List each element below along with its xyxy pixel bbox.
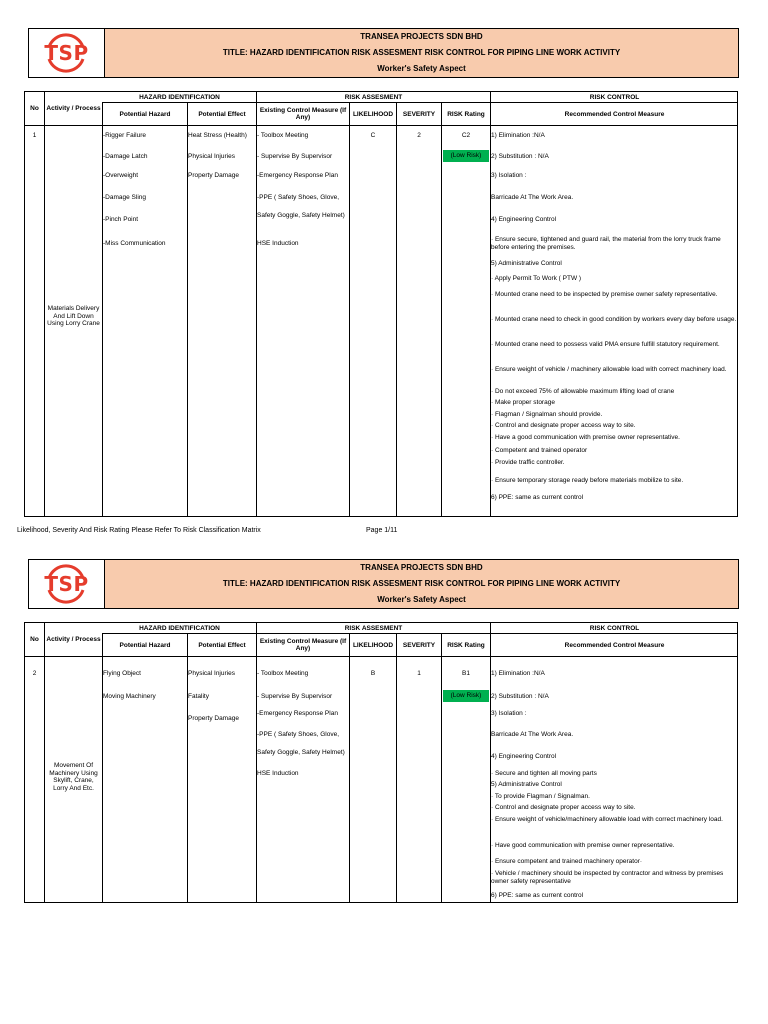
recommended-item: · Mounted crane need to possess valid PMA ensure fulfill statutory requirement. bbox=[491, 341, 720, 348]
col-activity: Activity / Process bbox=[46, 105, 101, 112]
control-item: - Toolbox Meeting bbox=[257, 132, 309, 139]
recommended-item: Barricade At The Work Area. bbox=[491, 194, 574, 201]
recommended-item: · Ensure competent and trained machinery operator· bbox=[491, 858, 643, 865]
document-title: TITLE: HAZARD IDENTIFICATION RISK ASSESMENT RISK CONTROL FOR PIPING LINE WORK ACTIVITY bbox=[105, 576, 738, 593]
recommended-item: · Ensure weight of vehicle/machinery allowable load with correct machinery load. bbox=[491, 816, 723, 823]
col-likelihood: LIKELIHOOD bbox=[352, 110, 394, 118]
hazard-item: Flying Object bbox=[103, 670, 141, 677]
row-no: 1 bbox=[32, 132, 37, 139]
recommended-item: · Competent and trained operator bbox=[491, 447, 588, 454]
recommended-item: · Flagman / Signalman should provide. bbox=[491, 411, 603, 418]
col-hazard-identification: HAZARD IDENTIFICATION bbox=[139, 93, 220, 101]
col-potential-hazard: Potential Hazard bbox=[119, 110, 171, 118]
recommended-item: · Provide traffic controller. bbox=[491, 459, 565, 466]
recommended-item: 2) Substitution : N/A bbox=[491, 693, 549, 700]
recommended-item: 3) Isolation : bbox=[491, 172, 527, 179]
company-name: TRANSEA PROJECTS SDN BHD bbox=[105, 29, 738, 46]
recommended-item: · Have a good communication with premise owner representative. bbox=[491, 434, 680, 441]
col-risk-rating: RISK Rating bbox=[447, 110, 485, 118]
col-severity: SEVERITY bbox=[402, 641, 436, 649]
row-activity: Movement Of Machinery Using Skylift, Crane, Lorry And Etc. bbox=[49, 762, 98, 792]
hazard-item: -Damage Sling bbox=[103, 194, 146, 201]
col-severity: SEVERITY bbox=[402, 110, 436, 118]
recommended-item: · Secure and tighten all moving parts bbox=[491, 770, 597, 777]
col-no: No bbox=[30, 636, 39, 643]
col-recommended: Recommended Control Measure bbox=[564, 110, 665, 118]
recommended-item: 4) Engineering Control bbox=[491, 753, 557, 760]
col-no: No bbox=[30, 105, 39, 112]
document-subtitle: Worker's Safety Aspect bbox=[105, 592, 738, 608]
severity-value: 2 bbox=[417, 132, 421, 139]
control-item: -PPE ( Safety Shoes, Glove, bbox=[257, 731, 340, 738]
col-existing-control: Existing Control Measure (If Any) bbox=[259, 107, 347, 121]
control-item: - Supervise By Supervisor bbox=[257, 153, 333, 160]
logo-cell bbox=[29, 560, 105, 608]
control-item: - Supervise By Supervisor bbox=[257, 693, 333, 700]
document-title: TITLE: HAZARD IDENTIFICATION RISK ASSESMENT RISK CONTROL FOR PIPING LINE WORK ACTIVITY bbox=[105, 45, 738, 62]
control-item: -Emergency Response Plan bbox=[257, 172, 338, 179]
hazard-item: Moving Machinery bbox=[103, 693, 156, 700]
control-item: -Emergency Response Plan bbox=[257, 710, 338, 717]
low-risk-badge: (Low Risk) bbox=[443, 150, 489, 162]
col-risk-assesment: RISK ASSESMENT bbox=[344, 624, 403, 632]
likelihood-value: C bbox=[370, 132, 376, 139]
col-recommended: Recommended Control Measure bbox=[564, 641, 665, 649]
col-potential-effect: Potential Effect bbox=[198, 110, 246, 118]
hazard-item: -Rigger Failure bbox=[103, 132, 146, 139]
control-item: Safety Goggle, Safety Helmet) bbox=[257, 749, 345, 756]
page-number: Page 1/11 bbox=[366, 527, 398, 534]
risk-rating-value: B1 bbox=[462, 670, 470, 677]
col-potential-hazard: Potential Hazard bbox=[119, 641, 171, 649]
recommended-item: 1) Elimination :N/A bbox=[491, 670, 545, 677]
effect-item: Fatality bbox=[188, 693, 209, 700]
control-item: Safety Goggle, Safety Helmet) bbox=[257, 212, 345, 219]
recommended-item: 1) Elimination :N/A bbox=[491, 132, 545, 139]
recommended-item: · Apply Permit To Work ( PTW ) bbox=[491, 275, 582, 282]
col-risk-rating: RISK Rating bbox=[447, 641, 485, 649]
recommended-item: 5) Administrative Control bbox=[491, 260, 562, 267]
severity-value: 1 bbox=[417, 670, 421, 677]
recommended-item: · Ensure weight of vehicle / machinery allowable load with correct machinery load. bbox=[491, 366, 727, 373]
control-item: HSE Induction bbox=[257, 240, 299, 247]
row-activity: Materials Delivery And Lift Down Using Lorry Crane bbox=[47, 305, 100, 327]
recommended-item: 6) PPE: same as current control bbox=[491, 494, 584, 501]
row-no: 2 bbox=[32, 670, 37, 677]
col-risk-control: RISK CONTROL bbox=[589, 624, 640, 632]
logo-text: TSP bbox=[44, 41, 89, 65]
recommended-item: · To provide Flagman / Signalman. bbox=[491, 793, 590, 800]
recommended-item: · Vehicle / machinery should be inspected by contractor and witness by premises owner safety representative bbox=[491, 870, 724, 885]
hazard-item: -Damage Latch bbox=[103, 153, 148, 160]
recommended-item: 6) PPE: same as current control bbox=[491, 892, 584, 899]
effect-item: Property Damage bbox=[188, 715, 239, 722]
col-activity: Activity / Process bbox=[46, 636, 101, 643]
recommended-item: · Ensure temporary storage ready before materials mobilize to site. bbox=[491, 477, 684, 484]
recommended-item: 4) Engineering Control bbox=[491, 216, 557, 223]
col-likelihood: LIKELIHOOD bbox=[352, 641, 394, 649]
col-risk-control: RISK CONTROL bbox=[589, 93, 640, 101]
company-name: TRANSEA PROJECTS SDN BHD bbox=[105, 560, 738, 577]
recommended-item: · Have good communication with premise owner representative. bbox=[491, 842, 675, 849]
recommended-item: · Do not exceed 75% of allowable maximum lifting load of crane bbox=[491, 388, 675, 395]
header-block bbox=[28, 559, 739, 609]
effect-item: Physical Injuries bbox=[188, 153, 235, 160]
low-risk-badge: (Low Risk) bbox=[443, 690, 489, 702]
likelihood-value: B bbox=[370, 670, 376, 677]
recommended-item: · Control and designate proper access way to site. bbox=[491, 422, 636, 429]
recommended-item: Barricade At The Work Area. bbox=[491, 731, 574, 738]
logo-text: TSP bbox=[44, 572, 89, 596]
col-potential-effect: Potential Effect bbox=[198, 641, 246, 649]
control-item: HSE Induction bbox=[257, 770, 299, 777]
recommended-item: · Ensure secure, tightened and guard rail, the material from the lorry truck frame before entering the premises. bbox=[491, 236, 721, 251]
footer-note: Likelihood, Severity And Risk Rating Please Refer To Risk Classification Matrix bbox=[17, 527, 261, 534]
control-item: - Toolbox Meeting bbox=[257, 670, 309, 677]
col-hazard-identification: HAZARD IDENTIFICATION bbox=[139, 624, 220, 632]
risk-rating-value: C2 bbox=[461, 132, 471, 139]
control-item: -PPE ( Safety Shoes, Glove, bbox=[257, 194, 340, 201]
recommended-item: 2) Substitution : N/A bbox=[491, 153, 549, 160]
effect-item: Property Damage bbox=[188, 172, 239, 179]
col-existing-control: Existing Control Measure (If Any) bbox=[259, 638, 347, 652]
hazard-item: -Pinch Point bbox=[103, 216, 139, 223]
recommended-item: · Mounted crane need to check in good condition by workers every day before usage. bbox=[491, 316, 737, 323]
recommended-item: 5) Administrative Control bbox=[491, 781, 562, 788]
effect-item: Physical Injuries bbox=[188, 670, 235, 677]
recommended-item: · Mounted crane need to be inspected by premise owner safety representative. bbox=[491, 291, 718, 298]
document-subtitle: Worker's Safety Aspect bbox=[105, 61, 738, 77]
hazard-item: -Miss Communication bbox=[103, 240, 166, 247]
recommended-item: · Make proper storage bbox=[491, 399, 555, 406]
recommended-item: 3) Isolation : bbox=[491, 710, 527, 717]
col-risk-assesment: RISK ASSESMENT bbox=[344, 93, 403, 101]
effect-item: Heat Stress (Health) bbox=[188, 132, 247, 139]
recommended-item: · Control and designate proper access way to site. bbox=[491, 804, 636, 811]
hazard-item: -Overweight bbox=[103, 172, 139, 179]
